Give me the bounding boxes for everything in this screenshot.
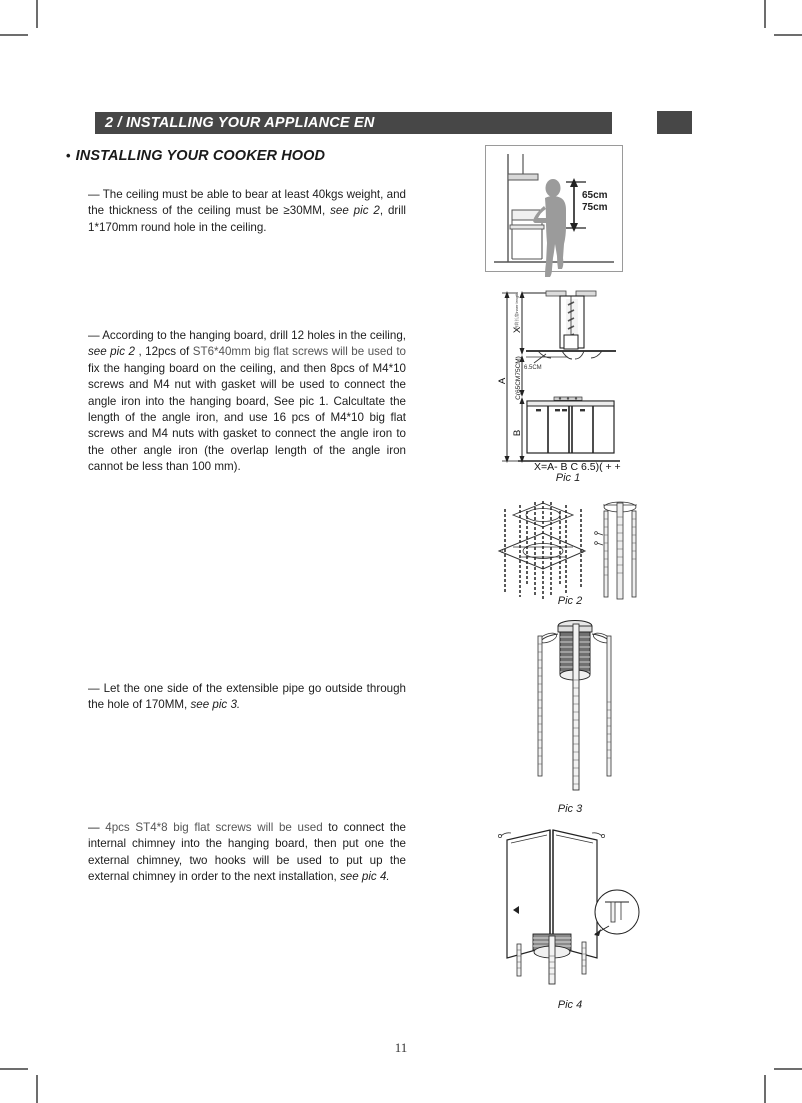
- crop-mark-bottom-left-horizontal: [0, 1068, 28, 1070]
- pic3-figure: [520, 618, 630, 798]
- svg-text:1: 1: [501, 549, 504, 555]
- paragraph-4-faded-a: 4pcs ST4*8 big flat screws will be used: [99, 821, 323, 834]
- chapter-header-bar: [95, 112, 612, 134]
- height-label-65cm: 65cm: [582, 190, 608, 201]
- paragraph-1-text-b: , drill 1*170mm round hole in the ceiling.: [88, 204, 407, 234]
- bullet-glyph: •: [66, 148, 71, 163]
- paragraph-ceiling-requirements: [88, 187, 406, 236]
- crop-mark-bottom-left-vertical: [36, 1075, 38, 1103]
- paragraph-3-dash: —: [88, 682, 100, 695]
- chapter-header-text: 2 / INSTALLING YOUR APPLIANCE EN: [105, 115, 375, 131]
- paragraph-2-italic-a: see pic 2: [88, 345, 135, 359]
- pic2-figure: [465, 497, 645, 602]
- pic1-label-inner-length: 内筒长度lnner length: [514, 292, 519, 330]
- pic1-label-b: B: [512, 429, 523, 437]
- pic1-svg: [497, 285, 638, 473]
- paragraph-4-text-a: to connect the internal chimney into the hanging board, then put one the external chimney, two hooks will be used to put up the external chimney in order to the next installation,: [88, 821, 406, 884]
- pic1-formula: X=A- B C 6.5)( + +: [534, 461, 621, 473]
- crop-mark-top-right-vertical: [764, 0, 766, 28]
- paragraph-3-text-a: Let the one side of the extensible pipe go outside through the hole of 170MM,: [88, 682, 406, 712]
- paragraph-hanging-board: [88, 328, 406, 476]
- height-diagram-svg: [486, 146, 622, 271]
- pic3-svg: [520, 618, 630, 798]
- paragraph-4-dash: —: [88, 821, 100, 834]
- pic4-caption: Pic 4: [557, 999, 583, 1011]
- height-label-75cm: 75cm: [582, 202, 608, 213]
- paragraph-2-text-a: According to the hanging board, drill 12 holes in the ceiling,: [99, 329, 406, 342]
- crop-mark-top-left-horizontal: [0, 34, 28, 36]
- installation-height-figure: [485, 145, 623, 272]
- crop-mark-bottom-right-horizontal: [774, 1068, 802, 1070]
- paragraph-2-text-b: , 12pcs of: [134, 345, 193, 359]
- pic1-caption: Pic 1: [555, 472, 581, 484]
- crop-mark-top-left-vertical: [36, 0, 38, 28]
- paragraph-2-text-c: fix the hanging board on the ceiling, and then 8pcs of M4*10 screws and M4 nut with gasket will be used to connect the angle iron into the hanging board, See pic 1. Calcultate the length of the angle iron, and use 16 pcs of M4*10 big flat screws and M4 nuts with gasket to connect the angle iron to the other angle iron (the overlap length of the angle iron cannot be less than 100 mm).: [88, 361, 406, 474]
- paragraph-chimney-assembly: [88, 820, 406, 886]
- pic1-label-offset: 6.5CM: [524, 365, 542, 371]
- pic3-caption: Pic 3: [557, 803, 583, 815]
- paragraph-2-dash: —: [88, 329, 100, 342]
- crop-mark-top-right-horizontal: [774, 34, 802, 36]
- pic4-figure: [487, 824, 647, 994]
- paragraph-1-italic-a: see pic 2: [330, 204, 380, 218]
- paragraph-3-italic-a: see pic 3.: [190, 698, 241, 712]
- pic1-label-x: X: [512, 326, 523, 334]
- crop-mark-bottom-right-vertical: [764, 1075, 766, 1103]
- pic2-svg: [465, 497, 645, 602]
- paragraph-2-faded-a: ST6*40mm big flat screws will be used to: [192, 345, 406, 359]
- page-title-text: INSTALLING YOUR COOKER HOOD: [75, 148, 326, 164]
- pic1-label-c: C(65CM75CM): [515, 356, 522, 400]
- paragraph-1-dash: —: [88, 188, 100, 201]
- page-number: 11: [394, 1040, 408, 1055]
- paragraph-4-italic-a: see pic 4.: [339, 870, 390, 884]
- pic4-svg: [487, 824, 647, 994]
- pic2-caption: Pic 2: [557, 595, 583, 607]
- page-title: [66, 148, 486, 164]
- svg-text:2: 2: [581, 549, 584, 555]
- pic1-label-a: A: [497, 377, 508, 385]
- paragraph-1-text-a: The ceiling must be able to bear at least 40kgs weight, and the thickness of the ceiling must be ≥30MM,: [88, 188, 406, 218]
- pic1-figure: [497, 285, 638, 473]
- paragraph-extensible-pipe: [88, 681, 406, 714]
- chapter-side-tab: [657, 111, 692, 134]
